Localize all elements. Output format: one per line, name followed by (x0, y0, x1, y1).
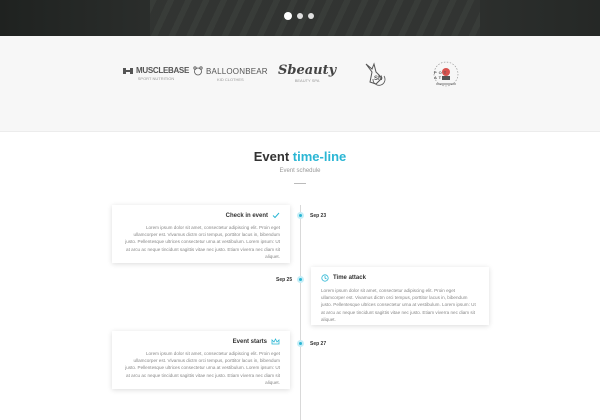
timeline-card (112, 205, 290, 263)
timeline-date: Sep 23 (310, 213, 327, 219)
partner-logo-name: POT ATO (434, 70, 449, 80)
partner-logos-strip (0, 36, 600, 132)
slider-pagination (284, 12, 314, 20)
hero-image-shade (480, 0, 600, 36)
timeline-card-title: Event starts (232, 338, 267, 345)
slider-dot-1[interactable] (284, 12, 292, 20)
timeline-card-title: Time attack (333, 275, 366, 281)
timeline-card-title: Check in event (225, 212, 268, 219)
slider-dot-3[interactable] (308, 13, 314, 19)
partner-logo-name: BALLOONBEAR (206, 66, 268, 76)
checkmark-icon (272, 212, 280, 219)
hero-banner (0, 0, 600, 36)
partner-logo-name: Sbeauty (278, 63, 337, 78)
partner-logo-tagline: BEAUTY SPA (294, 78, 320, 83)
hero-image (150, 0, 530, 36)
section-subtitle: Event schedule (279, 168, 321, 174)
partner-logo-tagline: SPORT NUTRITION (137, 76, 175, 81)
timeline-card (112, 331, 290, 389)
timeline-card (311, 267, 489, 325)
crown-icon (271, 338, 280, 345)
dumbbell-icon (123, 67, 133, 75)
timeline-card-text: Lorem ipsum dolor sit amet, consectetur adipiscing elit. Proin eget ullamcorper est. Vivamus dictm orci tempus, porttitor lacus in, bibendum justo. Pellentesque ultrices consectetur urna at vestibulum. Lorem ipsum: Ut at arcu ac neque tincidunt sagittis vitae nec justo. Etiam viverra nec diam sit aliquet. (125, 351, 280, 385)
partner-logo-balloonbear[interactable] (193, 66, 268, 82)
partner-logo-tagline: KID CLOTHES (217, 77, 244, 82)
timeline-node (297, 340, 304, 347)
section-divider (294, 183, 306, 184)
timeline-date: Sep 27 (310, 341, 327, 347)
timeline-date: Sep 25 (276, 277, 293, 283)
timeline-card-text: Lorem ipsum dolor sit amet, consectetur adipiscing elit. Proin eget ullamcorper est. Vivamus dictm orci tempus, porttitor lacus in, bibendum justo. Pellentesque ultrices consectetur urna at vestibulum. Lorem ipsum: Ut at arcu ac neque tincidunt sagittis vitae nec justo. Etiam viverra nec diam sit aliquet. (125, 225, 280, 259)
partner-logo-sn[interactable] (362, 62, 388, 86)
partner-logo-sbeauty[interactable] (278, 63, 336, 83)
slider-dot-2[interactable] (297, 13, 303, 19)
timeline-node (297, 276, 304, 283)
timeline-axis (300, 205, 301, 420)
section-title (0, 149, 600, 164)
timeline-node (297, 212, 304, 219)
partner-logo-name: SN (374, 76, 383, 82)
clock-icon (321, 274, 329, 282)
section-title-accent: time-line (292, 149, 347, 164)
hero-image-shade (0, 0, 170, 36)
bear-icon (193, 66, 203, 76)
partner-logo-name: MUSCLEBASE (136, 66, 190, 75)
dog-head-icon (362, 62, 388, 86)
partner-logo-potato[interactable] (430, 60, 462, 90)
section-title-plain: Event (253, 149, 290, 164)
partner-logo-musclebase[interactable] (123, 66, 189, 81)
timeline-card-text: Lorem ipsum dolor sit amet, consectetur adipiscing elit. Proin eget ullamcorper est. Vivamus dictm orci tempus, porttitor lacus in, bibendum justo. Pellentesque ultrices consectetur urna at vestibulum. Lorem ipsum: Ut at arcu ac neque tincidunt sagittis vitae nec justo. Etiam viverra nec diam sit aliquet. (321, 288, 476, 322)
